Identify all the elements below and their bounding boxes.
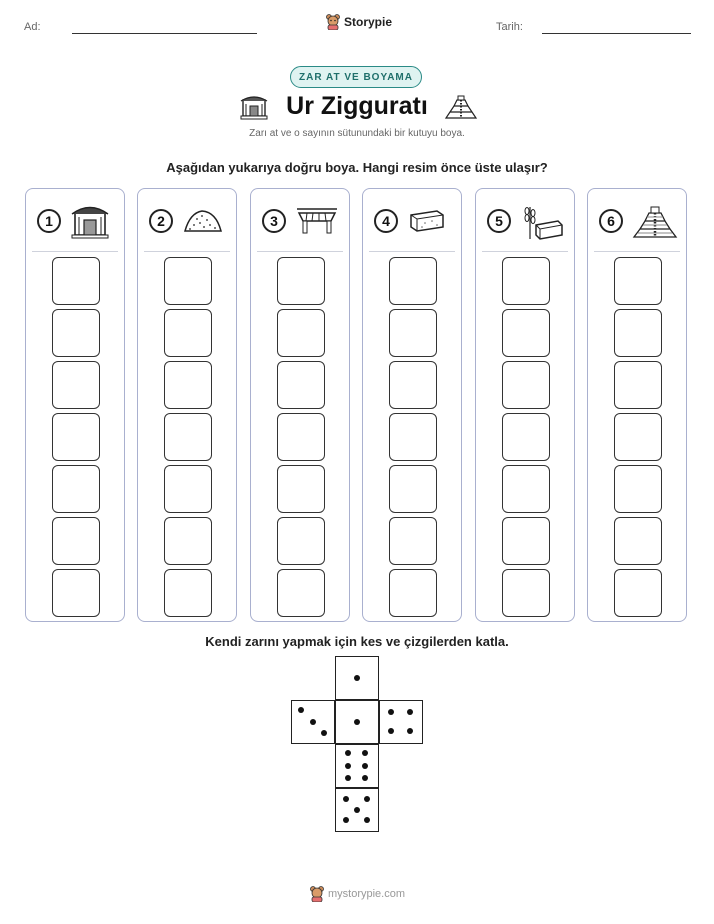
dice-pip — [362, 750, 368, 756]
color-box[interactable] — [502, 569, 550, 617]
name-label: Ad: — [24, 21, 41, 33]
column-number: 5 — [487, 209, 511, 233]
dice-pip — [407, 728, 413, 734]
color-box[interactable] — [164, 309, 212, 357]
color-box[interactable] — [52, 569, 100, 617]
color-box[interactable] — [389, 361, 437, 409]
dice-instruction: Kendi zarını yapmak için kes ve çizgilerden katla. — [205, 634, 509, 649]
color-box[interactable] — [614, 413, 662, 461]
dice-pip — [364, 796, 370, 802]
column-divider — [594, 251, 680, 252]
color-box[interactable] — [614, 361, 662, 409]
dice-pip — [407, 709, 413, 715]
color-box[interactable] — [277, 465, 325, 513]
color-box[interactable] — [164, 517, 212, 565]
color-box[interactable] — [277, 517, 325, 565]
subtitle: Zarı at ve o sayının sütunundaki bir kutuyu boya. — [249, 128, 465, 139]
color-box[interactable] — [389, 413, 437, 461]
color-box[interactable] — [502, 413, 550, 461]
column-4 — [362, 188, 462, 622]
dice-pip — [362, 763, 368, 769]
color-box[interactable] — [52, 309, 100, 357]
ziggurat-icon — [444, 94, 478, 120]
color-box[interactable] — [52, 465, 100, 513]
dice-pip — [388, 728, 394, 734]
column-header — [363, 189, 461, 251]
brand-name: Storypie — [344, 15, 393, 29]
color-box[interactable] — [52, 257, 100, 305]
color-box[interactable] — [389, 517, 437, 565]
color-box[interactable] — [164, 413, 212, 461]
ziggurat-icon — [632, 203, 678, 244]
dice-pip — [364, 817, 370, 823]
color-box[interactable] — [164, 569, 212, 617]
color-box[interactable] — [502, 465, 550, 513]
color-box[interactable] — [52, 361, 100, 409]
dice-pip — [354, 807, 360, 813]
column-number: 4 — [374, 209, 398, 233]
grain-pile-icon — [182, 203, 224, 242]
color-box[interactable] — [614, 257, 662, 305]
column-header — [26, 189, 124, 251]
color-box[interactable] — [502, 361, 550, 409]
dice-pip — [388, 709, 394, 715]
dice-pip — [345, 775, 351, 781]
column-6 — [587, 188, 687, 622]
color-box[interactable] — [164, 361, 212, 409]
color-box[interactable] — [389, 569, 437, 617]
dice-pip — [321, 730, 327, 736]
color-box[interactable] — [614, 309, 662, 357]
color-box[interactable] — [502, 309, 550, 357]
mud-brick-icon — [407, 203, 447, 238]
temple-icon — [70, 203, 110, 244]
color-box[interactable] — [614, 465, 662, 513]
column-3 — [250, 188, 350, 622]
instruction: Aşağıdan yukarıya doğru boya. Hangi resim önce üste ulaşır? — [166, 160, 548, 175]
dice-pip — [354, 675, 360, 681]
wooden-sledge-icon — [295, 203, 339, 242]
dice-face — [335, 788, 379, 832]
dice-face — [335, 656, 379, 700]
color-box[interactable] — [277, 413, 325, 461]
column-1 — [25, 188, 125, 622]
column-5 — [475, 188, 575, 622]
footer — [310, 886, 405, 902]
column-header — [588, 189, 686, 251]
dice-face — [379, 700, 423, 744]
color-box[interactable] — [614, 569, 662, 617]
wheat-and-brick-icon — [520, 203, 564, 246]
color-box[interactable] — [389, 465, 437, 513]
color-box[interactable] — [277, 309, 325, 357]
color-box[interactable] — [52, 413, 100, 461]
bear-mascot-icon — [310, 886, 324, 902]
dice-pip — [345, 763, 351, 769]
column-number: 3 — [262, 209, 286, 233]
color-box[interactable] — [502, 257, 550, 305]
column-number: 6 — [599, 209, 623, 233]
activity-badge: ZAR AT VE BOYAMA — [290, 66, 422, 88]
name-line[interactable] — [72, 33, 257, 34]
column-divider — [482, 251, 568, 252]
column-divider — [369, 251, 455, 252]
column-number: 1 — [37, 209, 61, 233]
dice-pip — [362, 775, 368, 781]
footer-url[interactable]: mystorypie.com — [328, 888, 406, 900]
dice-face — [291, 700, 335, 744]
column-header — [251, 189, 349, 251]
dice-pip — [345, 750, 351, 756]
color-box[interactable] — [614, 517, 662, 565]
dice-pip — [354, 719, 360, 725]
dice-face — [335, 744, 379, 788]
date-line[interactable] — [542, 33, 691, 34]
bear-mascot-icon — [326, 14, 340, 30]
date-label: Tarih: — [496, 21, 523, 33]
dice-pip — [310, 719, 316, 725]
color-box[interactable] — [277, 361, 325, 409]
brand-logo — [326, 14, 392, 30]
temple-icon — [240, 94, 268, 120]
column-number: 2 — [149, 209, 173, 233]
dice-pip — [343, 796, 349, 802]
dice-pip — [343, 817, 349, 823]
column-2 — [137, 188, 237, 622]
dice-face — [335, 700, 379, 744]
page-title: Ur Zigguratı — [286, 92, 428, 120]
color-box[interactable] — [277, 569, 325, 617]
color-box[interactable] — [389, 257, 437, 305]
dice-pip — [298, 707, 304, 713]
color-box[interactable] — [164, 257, 212, 305]
color-box[interactable] — [52, 517, 100, 565]
color-box[interactable] — [502, 517, 550, 565]
column-header — [476, 189, 574, 251]
column-divider — [144, 251, 230, 252]
color-box[interactable] — [277, 257, 325, 305]
color-box[interactable] — [164, 465, 212, 513]
color-box[interactable] — [389, 309, 437, 357]
column-divider — [32, 251, 118, 252]
column-header — [138, 189, 236, 251]
column-divider — [257, 251, 343, 252]
